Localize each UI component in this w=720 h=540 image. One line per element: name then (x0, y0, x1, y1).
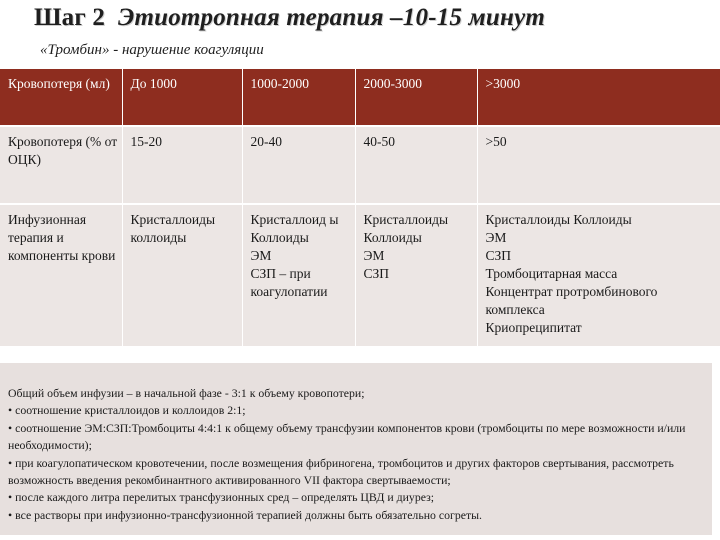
note-line: • при коагулопатическом кровотечении, после возмещения фибриногена, тромбоцитов и других факторов свертывания, рассмотреть возможность введения рекомбинантного активированного VII фактора свертываемости; (8, 455, 674, 488)
table-cell: Кристаллоид ы Коллоиды ЭМ СЗП – при коагулопатии (242, 204, 355, 346)
table-cell: 40-50 (355, 126, 477, 204)
note-line: • соотношение кристаллоидов и коллоидов 2:1; (8, 403, 246, 418)
note-line: • все растворы при инфузионно-трансфузионной терапией должны быть обязательно согреты. (8, 507, 483, 522)
table-cell: Кристаллоиды Коллоиды ЭМ СЗП (355, 204, 477, 346)
table-cell: Кровопотеря (% от ОЦК) (0, 126, 122, 204)
header-cell-up-to-1000: До 1000 (122, 69, 242, 126)
slide-title (34, 4, 545, 32)
note-line: • соотношение ЭМ:СЗП:Тромбоциты 4:4:1 к общему объему трансфузии компонентов крови (тромбоциты по мере возможности и/или необходимости); (8, 420, 686, 453)
table-header-row (0, 69, 720, 126)
table-cell: Кристаллоиды Коллоиды ЭМ СЗП Тромбоцитарная масса Концентрат протромбинового комплекса Криопреципитат (477, 204, 720, 346)
table-cell: >50 (477, 126, 720, 204)
header-cell-blood-loss-ml: Кровопотеря (мл) (0, 69, 122, 126)
therapy-table (0, 69, 720, 346)
note-line: Общий объем инфузии – в начальной фазе - 3:1 к объему кровопотери; (8, 386, 365, 400)
slide-subtitle: «Тромбин» - нарушение коагуляции (40, 42, 264, 58)
page-margin-strip (712, 361, 720, 540)
note-line: • после каждого литра перелитых трансфузионных сред – определять ЦВД и диурез; (8, 490, 435, 505)
table-cell: 15-20 (122, 126, 242, 204)
infusion-notes (0, 361, 712, 535)
table-cell: 20-40 (242, 126, 355, 204)
header-cell-2000-3000: 2000-3000 (355, 69, 477, 126)
header-cell-over-3000: >3000 (477, 69, 720, 126)
slide-header (0, 0, 720, 70)
slide-title-step: Шаг 2 (34, 4, 106, 31)
table-cell: Кристаллоиды коллоиды (122, 204, 242, 346)
header-cell-1000-2000: 1000-2000 (242, 69, 355, 126)
table-cell: Инфузионная терапия и компоненты крови (0, 204, 122, 346)
table-row (0, 204, 720, 346)
table-row (0, 126, 720, 204)
slide-title-text: Этиотропная терапия –10-15 минут (117, 4, 546, 31)
